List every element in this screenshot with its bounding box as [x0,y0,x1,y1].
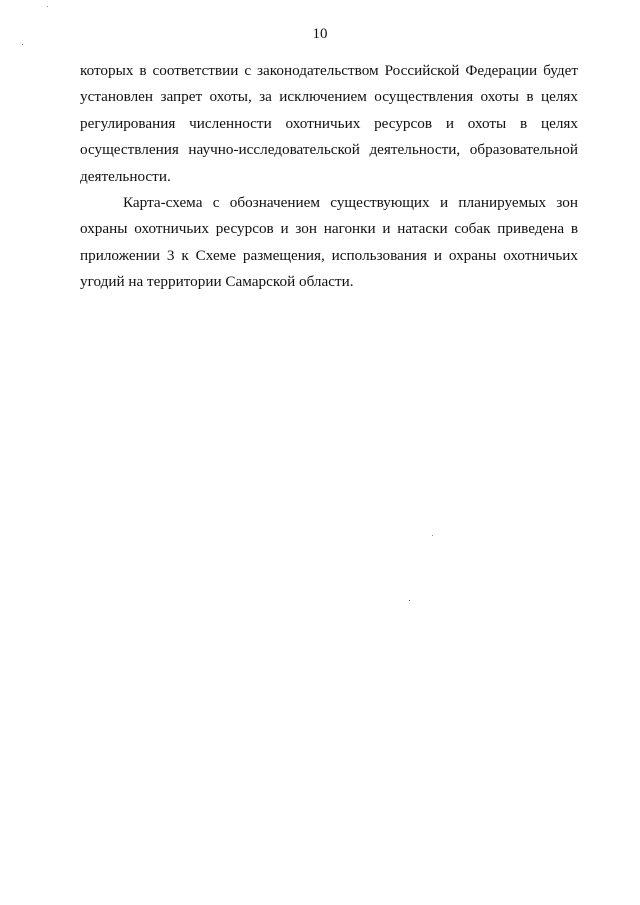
paragraph-2 [80,190,578,296]
text-line: охраны охотничьих ресурсов и зон нагонки и натаски собак приведена в [80,220,578,238]
paragraph-1 [80,58,578,190]
text-line: осуществления научно-исследовательской деятельности, образовательной [80,141,578,159]
scan-speck [409,600,410,601]
page-number: 10 [312,26,328,42]
text-line: установлен запрет охоты, за исключением осуществления охоты в целях [80,88,578,106]
document-body [80,58,578,296]
scan-speck [22,44,23,45]
text-line: Карта-схема с обозначением существующих и планируемых зон [123,194,578,212]
text-line: приложении 3 к Схеме размещения, использования и охраны охотничьих [80,246,578,264]
text-line: угодий на территории Самарской области. [80,273,354,291]
text-line: регулирования численности охотничьих ресурсов и охоты в целях [80,114,578,132]
text-line: деятельности. [80,167,171,185]
text-line: которых в соответствии с законодательством Российской Федерации будет [80,62,578,79]
scan-speck [432,535,433,536]
scan-speck [47,6,48,7]
